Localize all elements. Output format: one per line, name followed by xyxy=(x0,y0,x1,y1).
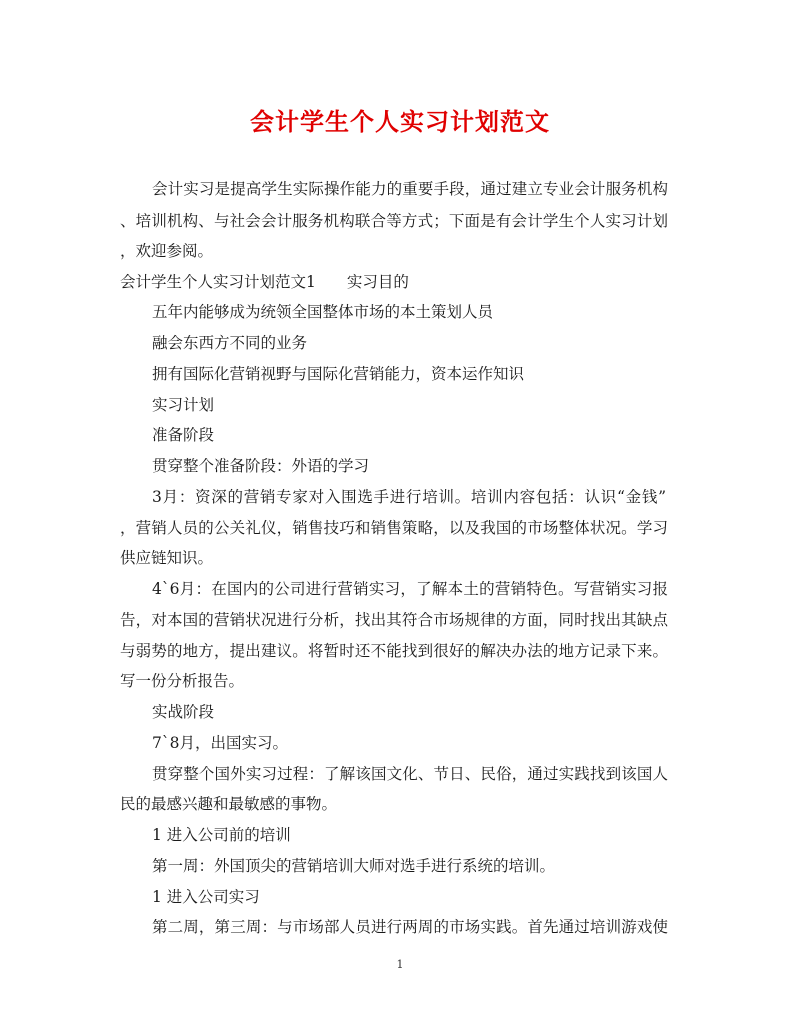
paragraph-line: 4`6月：在国内的公司进行营销实习，了解本土的营销特色。写营销实习报 xyxy=(152,580,668,598)
paragraph-line: ，欢迎参阅。 xyxy=(120,242,214,260)
paragraph-line: 写一份分析报告。 xyxy=(120,672,245,690)
paragraph-line: 第二周，第三周：与市场部人员进行两周的市场实践。首先通过培训游戏使 xyxy=(152,918,668,936)
paragraph-line: 融会东西方不同的业务 xyxy=(152,334,308,352)
paragraph-line: 民的最感兴趣和最敏感的事物。 xyxy=(120,795,338,813)
paragraph-line: 贯穿整个国外实习过程：了解该国文化、节日、民俗，通过实践找到该国人 xyxy=(152,765,668,783)
subheading: 实战阶段 xyxy=(152,703,215,721)
subheading: 实习计划 xyxy=(152,396,215,414)
paragraph-line: 告，对本国的营销状况进行分析，找出其符合市场规律的方面，同时找出其缺点 xyxy=(120,611,668,629)
paragraph-line: ，营销人员的公关礼仪，销售技巧和销售策略，以及我国的市场整体状况。学习 xyxy=(120,519,668,537)
paragraph-line: 拥有国际化营销视野与国际化营销能力，资本运作知识 xyxy=(152,365,525,383)
subheading: 1 进入公司实习 xyxy=(152,888,260,906)
paragraph-line: 与弱势的地方，提出建议。将暂时还不能找到很好的解决办法的地方记录下来。 xyxy=(120,642,668,660)
paragraph-line: 3月：资深的营销专家对入围选手进行培训。培训内容包括：认识“金钱” xyxy=(152,488,666,506)
paragraph-line: 五年内能够成为统领全国整体市场的本土策划人员 xyxy=(152,303,494,321)
subheading: 1 进入公司前的培训 xyxy=(152,826,291,844)
paragraph-line: 、培训机构、与社会会计服务机构联合等方式；下面是有会计学生个人实习计划 xyxy=(120,212,668,230)
page-number: 1 xyxy=(396,958,404,971)
document-title: 会计学生个人实习计划范文 xyxy=(250,107,550,136)
paragraph-line: 7`8月，出国实习。 xyxy=(152,734,288,752)
paragraph-line: 第一周：外国顶尖的营销培训大师对选手进行系统的培训。 xyxy=(152,857,556,875)
paragraph-line: 供应链知识。 xyxy=(120,549,214,567)
section-heading: 会计学生个人实习计划范文1 实习目的 xyxy=(120,273,409,291)
paragraph-line: 会计实习是提高学生实际操作能力的重要手段，通过建立专业会计服务机构 xyxy=(152,180,668,198)
subheading: 准备阶段 xyxy=(152,426,215,444)
paragraph-line: 贯穿整个准备阶段：外语的学习 xyxy=(152,457,370,475)
